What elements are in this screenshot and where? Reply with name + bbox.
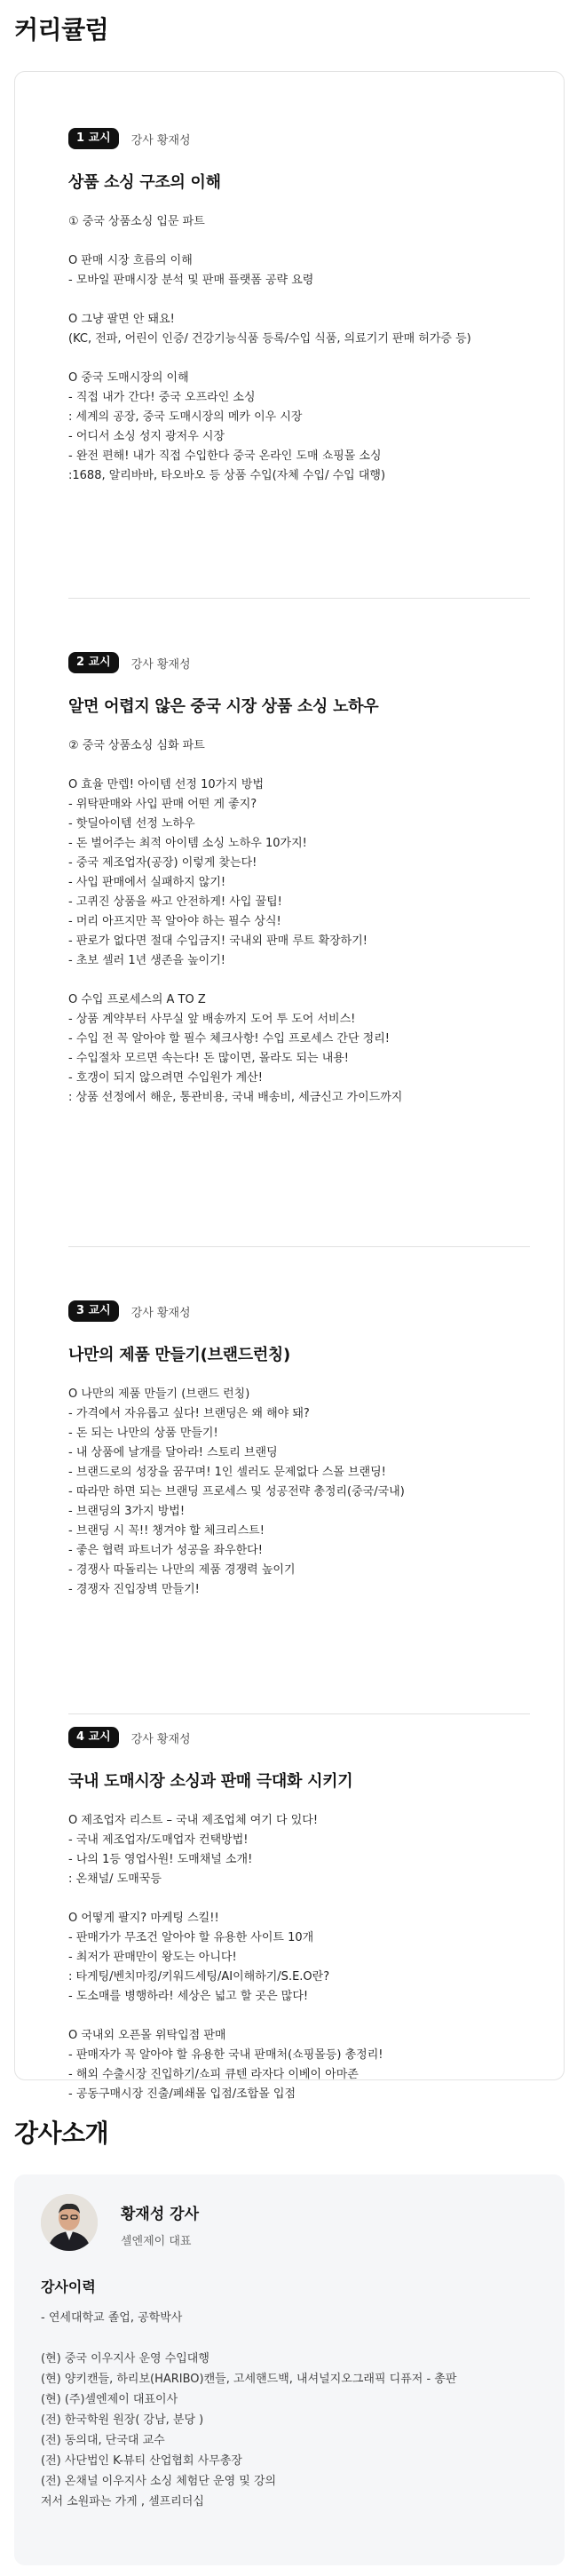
lesson-teacher: 강사 황재성: [130, 133, 191, 147]
lesson-line: O 중국 도매시장의 이해: [68, 371, 189, 385]
lesson-line: - 나의 1등 영업사원! 도매채널 소개!: [68, 1853, 253, 1866]
lesson-badge: 4 교시: [68, 1727, 119, 1748]
lesson-badge: 1 교시: [68, 128, 119, 149]
lesson-line: - 브랜딩의 3가지 방법!: [68, 1505, 186, 1518]
lesson-divider: [68, 598, 530, 599]
lesson-line: - 공동구매시장 진출/폐쇄몰 입점/조합몰 입점: [68, 2087, 296, 2101]
lesson-line: O 수입 프로세스의 A TO Z: [68, 993, 206, 1006]
lesson-1: [68, 127, 530, 486]
lesson-title: 국내 도매시장 소싱과 판매 극대화 시키기: [68, 1772, 353, 1791]
lesson-line: O 판매 시장 흐름의 이해: [68, 254, 193, 267]
lesson-badge: 2 교시: [68, 652, 119, 673]
lesson-header: [68, 651, 530, 674]
lesson-line: - 핫딜아이템 선정 노하우: [68, 817, 195, 831]
lesson-line: - 호갱이 되지 않으려면 수입원가 계산!: [68, 1071, 263, 1085]
lesson-line: - 판매가가 무조건 알아야 할 유용한 사이트 10개: [68, 1931, 314, 1944]
history-line: (전) 온채널 이우지사 소싱 체험단 운영 및 강의: [41, 2475, 277, 2488]
lesson-line: - 경쟁자 진입장벽 만들기!: [68, 1583, 200, 1596]
lesson-line: - 완전 편해! 내가 직접 수입한다 중국 온라인 도매 쇼핑몰 소싱: [68, 449, 382, 463]
history-line: 저서 소원파는 가게 , 셀프리더십: [41, 2495, 204, 2508]
lesson-line: : 상품 선정에서 해운, 통관비용, 국내 배송비, 세금신고 가이드까지: [68, 1091, 403, 1104]
lesson-line: - 최저가 판매만이 왕도는 아니다!: [68, 1951, 237, 1964]
lesson-line: - 해외 수출시장 진입하기/쇼피 큐텐 라자다 이베이 아마존: [68, 2068, 359, 2081]
lesson-line: ② 중국 상품소싱 심화 파트: [68, 739, 205, 752]
lesson-4: [68, 1726, 530, 2104]
lesson-line: - 브랜드로의 성장을 꿈꾸며! 1인 셀러도 문제없다 스몰 브랜딩!: [68, 1466, 386, 1479]
lesson-line: - 사입 판매에서 실패하지 않기!: [68, 876, 226, 889]
lesson-line: - 돈 되는 나만의 상품 만들기!: [68, 1427, 218, 1440]
history-line: (현) (주)셀엔제이 대표이사: [41, 2393, 178, 2406]
lesson-line: - 도소매를 병행하라! 세상은 넓고 할 곳은 많다!: [68, 1990, 309, 2003]
lesson-line: - 돈 벌어주는 최적 아이템 소싱 노하우 10가지!: [68, 837, 307, 850]
lesson-line: - 내 상품에 날개를 달아라! 스토리 브랜딩: [68, 1446, 278, 1459]
instructor-heading: 강사소개: [14, 2119, 109, 2148]
lesson-line: - 따라만 하면 되는 브랜딩 프로세스 및 성공전략 총정리(중국/국내): [68, 1485, 405, 1499]
lesson-line: - 브랜딩 시 꼭!! 챙겨야 할 체크리스트!: [68, 1524, 265, 1538]
lesson-line: :1688, 알리바바, 타오바오 등 상품 수입(자체 수입/ 수입 대행): [68, 469, 386, 482]
lesson-title: 알면 어렵지 않은 중국 시장 상품 소싱 노하우: [68, 697, 379, 716]
line-gap: [68, 971, 530, 990]
lesson-line: - 초보 셀러 1년 생존을 높이기!: [68, 954, 225, 967]
lesson-line: O 제조업자 리스트 – 국내 제조업체 여기 다 있다!: [68, 1814, 319, 1827]
lesson-divider: [68, 1713, 530, 1714]
line-gap: [68, 349, 530, 369]
lesson-line: : 세계의 공장, 중국 도매시장의 메카 이우 시장: [68, 410, 303, 424]
history-line: (현) 중국 이우지사 운영 수입대행: [41, 2352, 209, 2365]
lesson-title: 나만의 제품 만들기(브랜드런칭): [68, 1346, 290, 1364]
history-line: (전) 한국학원 원장( 강남, 분당 ): [41, 2413, 204, 2427]
lesson-line: - 좋은 협력 파트너가 성공을 좌우한다!: [68, 1544, 263, 1557]
lesson-line: O 어떻게 팔지? 마케팅 스킬!!: [68, 1912, 219, 1925]
lesson-line: (KC, 전파, 어린이 인증/ 건강기능식품 등록/수입 식품, 의료기기 판매 허가증 등): [68, 332, 471, 346]
lesson-line: - 상품 계약부터 사무실 앞 배송까지 도어 투 도어 서비스!: [68, 1013, 356, 1026]
lesson-3: [68, 1300, 530, 1600]
lesson-line: - 경쟁사 따돌리는 나만의 제품 경쟁력 높이기: [68, 1563, 296, 1577]
lesson-line: ① 중국 상품소싱 입문 파트: [68, 215, 205, 228]
instructor-card: [14, 2174, 565, 2565]
lesson-line: O 그냥 팔면 안 돼요!: [68, 313, 175, 326]
line-gap: [68, 232, 530, 251]
lesson-teacher: 강사 황재성: [130, 657, 191, 672]
line-gap: [41, 2328, 556, 2349]
lesson-line: : 온채널/ 도매꾹등: [68, 1872, 162, 1886]
lesson-line: - 어디서 소싱 성지 광저우 시장: [68, 430, 225, 443]
history-label: 강사이력: [41, 2278, 96, 2295]
history-line: (현) 양키캔들, 하리보(HARIBO)캔들, 고세핸드백, 내셔널지오그래픽 디퓨저 - 총판: [41, 2373, 457, 2386]
lesson-line: - 국내 제조업자/도매업자 컨택방법!: [68, 1833, 249, 1847]
lesson-title: 상품 소싱 구조의 이해: [68, 173, 221, 192]
lesson-line: - 가격에서 자유롭고 싶다! 브랜딩은 왜 해야 돼?: [68, 1407, 310, 1420]
lesson-content: [68, 1811, 530, 2104]
instructor-role: 셀엔제이 대표: [121, 2235, 192, 2248]
line-gap: [68, 1889, 530, 1909]
lesson-content: [68, 736, 530, 1108]
line-gap: [68, 2007, 530, 2026]
line-gap: [68, 290, 530, 310]
lesson-line: - 수입절차 모르면 속는다! 돈 많이면, 몰라도 되는 내용!: [68, 1052, 350, 1065]
lesson-line: O 나만의 제품 만들기 (브랜드 런칭): [68, 1387, 250, 1401]
lesson-line: - 수입 전 꼭 알아야 할 필수 체크사항! 수입 프로세스 간단 정리!: [68, 1032, 390, 1046]
lesson-divider: [68, 1246, 530, 1247]
lesson-line: - 직접 내가 간다! 중국 오프라인 소싱: [68, 391, 256, 404]
lesson-content: [68, 1385, 530, 1600]
lesson-header: [68, 127, 530, 150]
lesson-teacher: 강사 황재성: [130, 1732, 191, 1746]
lesson-line: - 판매자가 꼭 알아야 할 유용한 국내 판매처(쇼핑몰등) 총정리!: [68, 2048, 383, 2062]
lesson-2: [68, 651, 530, 1108]
lesson-header: [68, 1726, 530, 1749]
history-line: (전) 사단법인 K-뷰티 산업협회 사무총장: [41, 2454, 242, 2468]
lesson-content: [68, 212, 530, 486]
avatar: [41, 2194, 98, 2251]
history-line: - 연세대학교 졸업, 공학박사: [41, 2311, 183, 2325]
lesson-teacher: 강사 황재성: [130, 1306, 191, 1320]
lesson-line: - 중국 제조업자(공장) 이렇게 찾는다!: [68, 856, 257, 870]
lesson-line: : 타게팅/벤치마킹/키워드세팅/AI이해하기/S.E.O란?: [68, 1970, 330, 1984]
lesson-line: O 효율 만렙! 아이템 선정 10가지 방법: [68, 778, 265, 791]
lesson-header: [68, 1300, 530, 1323]
history-line: (전) 동의대, 단국대 교수: [41, 2434, 165, 2447]
instructor-name: 황재성 강사: [121, 2206, 200, 2223]
lesson-line: - 위탁판매와 사입 판매 어떤 게 좋지?: [68, 798, 257, 811]
curriculum-box: [14, 71, 565, 2101]
lesson-badge: 3 교시: [68, 1300, 119, 1322]
lesson-line: O 국내외 오픈몰 위탁입점 판매: [68, 2029, 226, 2042]
curriculum-heading: 커리큘럼: [14, 15, 109, 44]
lesson-line: - 고퀴진 상품을 싸고 안전하게! 사입 꿀팁!: [68, 895, 282, 909]
history-list: [41, 2308, 556, 2512]
lesson-line: - 판로가 없다면 절대 수입금지! 국내외 판매 루트 확장하기!: [68, 934, 368, 948]
lesson-line: - 모바일 판매시장 분석 및 판매 플랫폼 공략 요령: [68, 274, 314, 287]
lesson-line: - 머리 아프지만 꼭 알아야 하는 필수 상식!: [68, 915, 281, 928]
line-gap: [68, 756, 530, 775]
